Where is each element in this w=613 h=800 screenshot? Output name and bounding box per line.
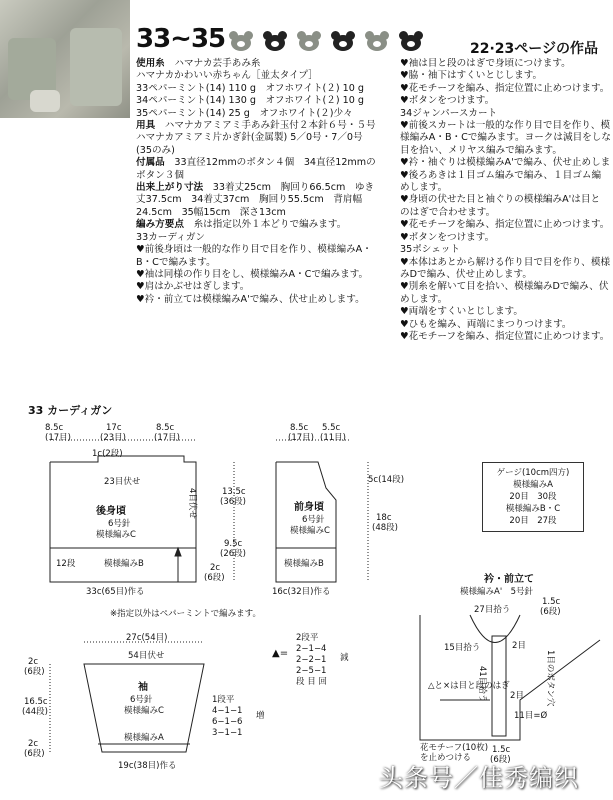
materials-value: 33着丈25cm 胸回り66.5cm ゆき丈37.5cm 34着丈37cm 胸回り55.5cm 背肩幅24.5cm 35幅15cm 深さ13cm [136, 182, 375, 218]
back-height: 13.5c [222, 487, 246, 497]
instruction-line: ♥花モチーフを編み、指定位置に止めつけます。 [400, 82, 610, 94]
collar-dim: 1.5c [492, 745, 511, 755]
materials-value: 35ペパーミント(14) 25 g オフホワイト(２)少々 [136, 107, 353, 119]
sleeve-dec-row: 2−2−1 [296, 655, 327, 665]
instruction-line: ♥別糸を解いて目を拾い、模様編みDで編み、伏 [400, 281, 609, 293]
materials-value: 33直径12mmのボタン４個 34直径12mmのボタン３個 [136, 157, 376, 181]
materials-value: ハマナカアミアミ手あみ針玉付２本針６号・５号 ハマナカアミアミ片かぎ針(金属製) 5／0号・7／0号(35のみ) [136, 120, 386, 156]
front-height-rows: (48段) [372, 523, 398, 533]
collar-outline [420, 615, 600, 740]
instruction-line: めします。 [400, 293, 448, 305]
instruction-line: ♥前後スカートは一般的な作り目で目を作り、模 [400, 120, 611, 132]
instruction-line: 様編みA・B・Cで編みます。ヨークは減目をしな [400, 132, 611, 144]
sleeve-left-dim: (6段) [24, 667, 45, 677]
back-dim-rows: (17目) [45, 433, 71, 443]
front-name: 前身頃 [294, 502, 324, 513]
collar-flower: を止めつける [420, 753, 472, 763]
collar-dim: 1.5c [542, 597, 561, 607]
back-pattern: 模様編みC [96, 530, 136, 540]
sleeve-inc: 増 [256, 711, 265, 721]
sleeve-pattern: 模様編みC [124, 706, 164, 716]
instruction-line: ♥両端をすくいとじします。 [400, 306, 523, 318]
collar-row: 11目=Ø [514, 711, 548, 721]
instruction-line: ♥後ろあきは１目ゴム編みで編み、１目ゴム編 [400, 169, 602, 181]
back-bottom: 33c(65目)作る [86, 587, 145, 597]
gauge-title: ゲージ(10cm四方) [496, 468, 570, 478]
sleeve-inc-row: 4−1−1 [212, 706, 243, 716]
sleeve-left-dim: 2c [28, 657, 39, 667]
materials-value: 33カーディガン [136, 231, 206, 243]
back-dim: 8.5c [156, 423, 175, 433]
sleeve-dec: 減 [340, 653, 349, 663]
back-height-rows: (6段) [204, 573, 225, 583]
materials-value: 34ペパーミント(14) 130 g オフホワイト(２) 10 g [136, 95, 365, 107]
sleeve-inc-row: 1段平 [212, 695, 235, 705]
gauge-row: 模様編みA [513, 480, 553, 490]
watermark: 头条号／佳秀编织 [379, 764, 579, 792]
front-height: 18c [376, 513, 392, 523]
back-needle: 6号針 [108, 519, 131, 529]
back-band-pattern: 模様編みB [104, 559, 144, 569]
back-height: 2c [210, 563, 221, 573]
sleeve-dec-row: 2−1−4 [296, 644, 327, 654]
sleeve-top2: 54目伏せ [128, 651, 165, 661]
materials-value: 33ペパーミント(14) 110 g オフホワイト(２) 10 g [136, 82, 365, 94]
back-dim-rows: (17目) [154, 433, 180, 443]
sleeve-left-dim: (6段) [24, 749, 45, 759]
back-height-rows: (36段) [220, 497, 246, 507]
materials-value: ♥袖は同様の作り目をし、模様編みA・Cで編みます。 [136, 268, 369, 280]
collar-pattern: 模様編みA' 5号針 [460, 587, 534, 597]
back-height-rows: (26段) [220, 549, 246, 559]
gauge-row: 20目 30段 [509, 492, 557, 502]
front-band-pattern: 模様編みB [284, 559, 324, 569]
sleeve-top: 27c(54目) [126, 633, 168, 643]
section-title: 33 カーディガン [28, 404, 113, 417]
front-needle: 6号針 [302, 515, 325, 525]
instruction-line: ♥花モチーフを編み、指定位置に止めつけます。 [400, 219, 610, 231]
sleeve-inc-row: 6−1−6 [212, 717, 243, 727]
collar-dim: (6段) [540, 607, 561, 617]
collar-pick: 27目拾う [474, 605, 511, 615]
sleeve-dec-row: 2段平 [296, 633, 319, 643]
sleeve-name: 袖 [138, 682, 148, 693]
page-title: 33~35 [136, 24, 226, 54]
instruction-line: ♥本体はあとから解ける作り目で目を作り、模様 [400, 256, 611, 268]
instruction-line: 35ポシェット [400, 244, 460, 256]
collar-row: 2目 [512, 641, 526, 651]
instruction-line: ♥脇・袖下はすくいとじします。 [400, 70, 543, 82]
front-neck: 5c(14段) [368, 475, 405, 485]
instruction-line: ♥袖は目と段のはぎで身頃につけます。 [400, 58, 571, 69]
collar-dim: (6段) [490, 755, 511, 765]
materials-label: 出来上がり寸法 [136, 182, 204, 194]
sleeve-dec-row: 段 目 回 [296, 677, 327, 687]
page-reference: 22·23ページの作品 [470, 41, 599, 57]
instruction-line: のはぎで合わせます。 [400, 206, 496, 218]
materials-value: ハマナカ芸手あみ糸 [174, 58, 261, 69]
instruction-line: ♥花モチーフを編み、指定位置に止めつけます。 [400, 330, 610, 342]
front-dim: 5.5c [322, 423, 341, 433]
instruction-line: 34ジャンパースカート [400, 107, 498, 119]
back-neck-stitches: 23目伏せ [104, 477, 141, 487]
sleeve-needle: 6号針 [130, 695, 153, 705]
front-dim-rows: (17目) [288, 433, 314, 443]
sleeve-left-dim: 16.5c [24, 697, 48, 707]
back-name: 後身頃 [96, 506, 126, 517]
materials-value: 糸は指定以外１本どりで編みます。 [193, 219, 347, 231]
instruction-line: ♥ひもを編み、両端にまつりつけます。 [400, 318, 572, 330]
gauge-row: 20目 27段 [509, 516, 557, 526]
front-dim: 8.5c [290, 423, 309, 433]
materials-label: 用具 [136, 120, 156, 132]
materials-value: ♥前後身頃は一般的な作り目で目を作り、模様編みA・B・Cで編みます。 [136, 244, 372, 268]
collar-row: 2目 [510, 691, 524, 701]
materials-label: 使用糸 [136, 58, 165, 69]
collar-pick: 41目拾う [477, 666, 487, 703]
sleeve-bottom: 19c(38目)作る [118, 761, 177, 771]
back-band-rows: 12段 [56, 559, 76, 569]
sleeve-dec-row: 2−5−1 [296, 666, 327, 676]
instruction-line: ♥ボタンをつけます。 [400, 231, 495, 243]
collar-flower: 花モチーフ(10枚) [420, 743, 489, 753]
front-dim-rows: (11目) [320, 433, 346, 443]
instruction-line: みDで編み、伏せ止めします。 [400, 268, 532, 280]
svg-text:▲=: ▲= [272, 648, 289, 659]
sleeve-left-dim: 2c [28, 739, 39, 749]
back-neck: 1c(2段) [92, 449, 123, 459]
back-shoulder: 4目伏せ [187, 488, 197, 519]
collar-row: 1目のボタン穴 [545, 650, 555, 707]
instruction-line: ♥身頃の伏せた目と袖ぐりの模様編みA'は目と [400, 194, 601, 206]
back-height: 9.5c [224, 539, 243, 549]
materials-value: ハマナカかわいい赤ちゃん［並太タイプ］ [136, 70, 318, 82]
instruction-line: ♥衿・袖ぐりは模様編みA'で編み、伏せ止めしま [400, 157, 611, 169]
materials-label: 編み方要点 [136, 219, 184, 231]
materials-label: 付属品 [136, 157, 165, 169]
sleeve-left-dim: (44段) [22, 707, 48, 717]
materials-value: ♥肩はかぶせはぎします。 [136, 281, 250, 293]
gauge-row: 模様編みB・C [505, 504, 561, 514]
collar-note: △と×は目と段のはぎ [428, 681, 510, 691]
instruction-line: めします。 [400, 182, 448, 194]
sleeve-band-pattern: 模様編みA [124, 733, 164, 743]
back-dim-rows: (23目) [100, 433, 126, 443]
instruction-line: ♥ボタンをつけます。 [400, 95, 495, 107]
back-dim: 17c [106, 423, 122, 433]
sleeve-inc-row: 3−1−1 [212, 728, 243, 738]
collar-pick: 15目拾う [444, 643, 481, 653]
collar-title: 衿・前立て [484, 574, 534, 585]
front-bottom: 16c(32目)作る [272, 587, 331, 597]
front-pattern: 模様編みC [290, 526, 330, 536]
instruction-line: 目を拾い、メリヤス編みで編みます。 [400, 144, 562, 156]
materials-value: ♥衿・前立ては模様編みA'で編み、伏せ止めします。 [136, 293, 365, 305]
note: ※指定以外はペパーミントで編みます。 [110, 609, 261, 619]
back-dim: 8.5c [45, 423, 64, 433]
